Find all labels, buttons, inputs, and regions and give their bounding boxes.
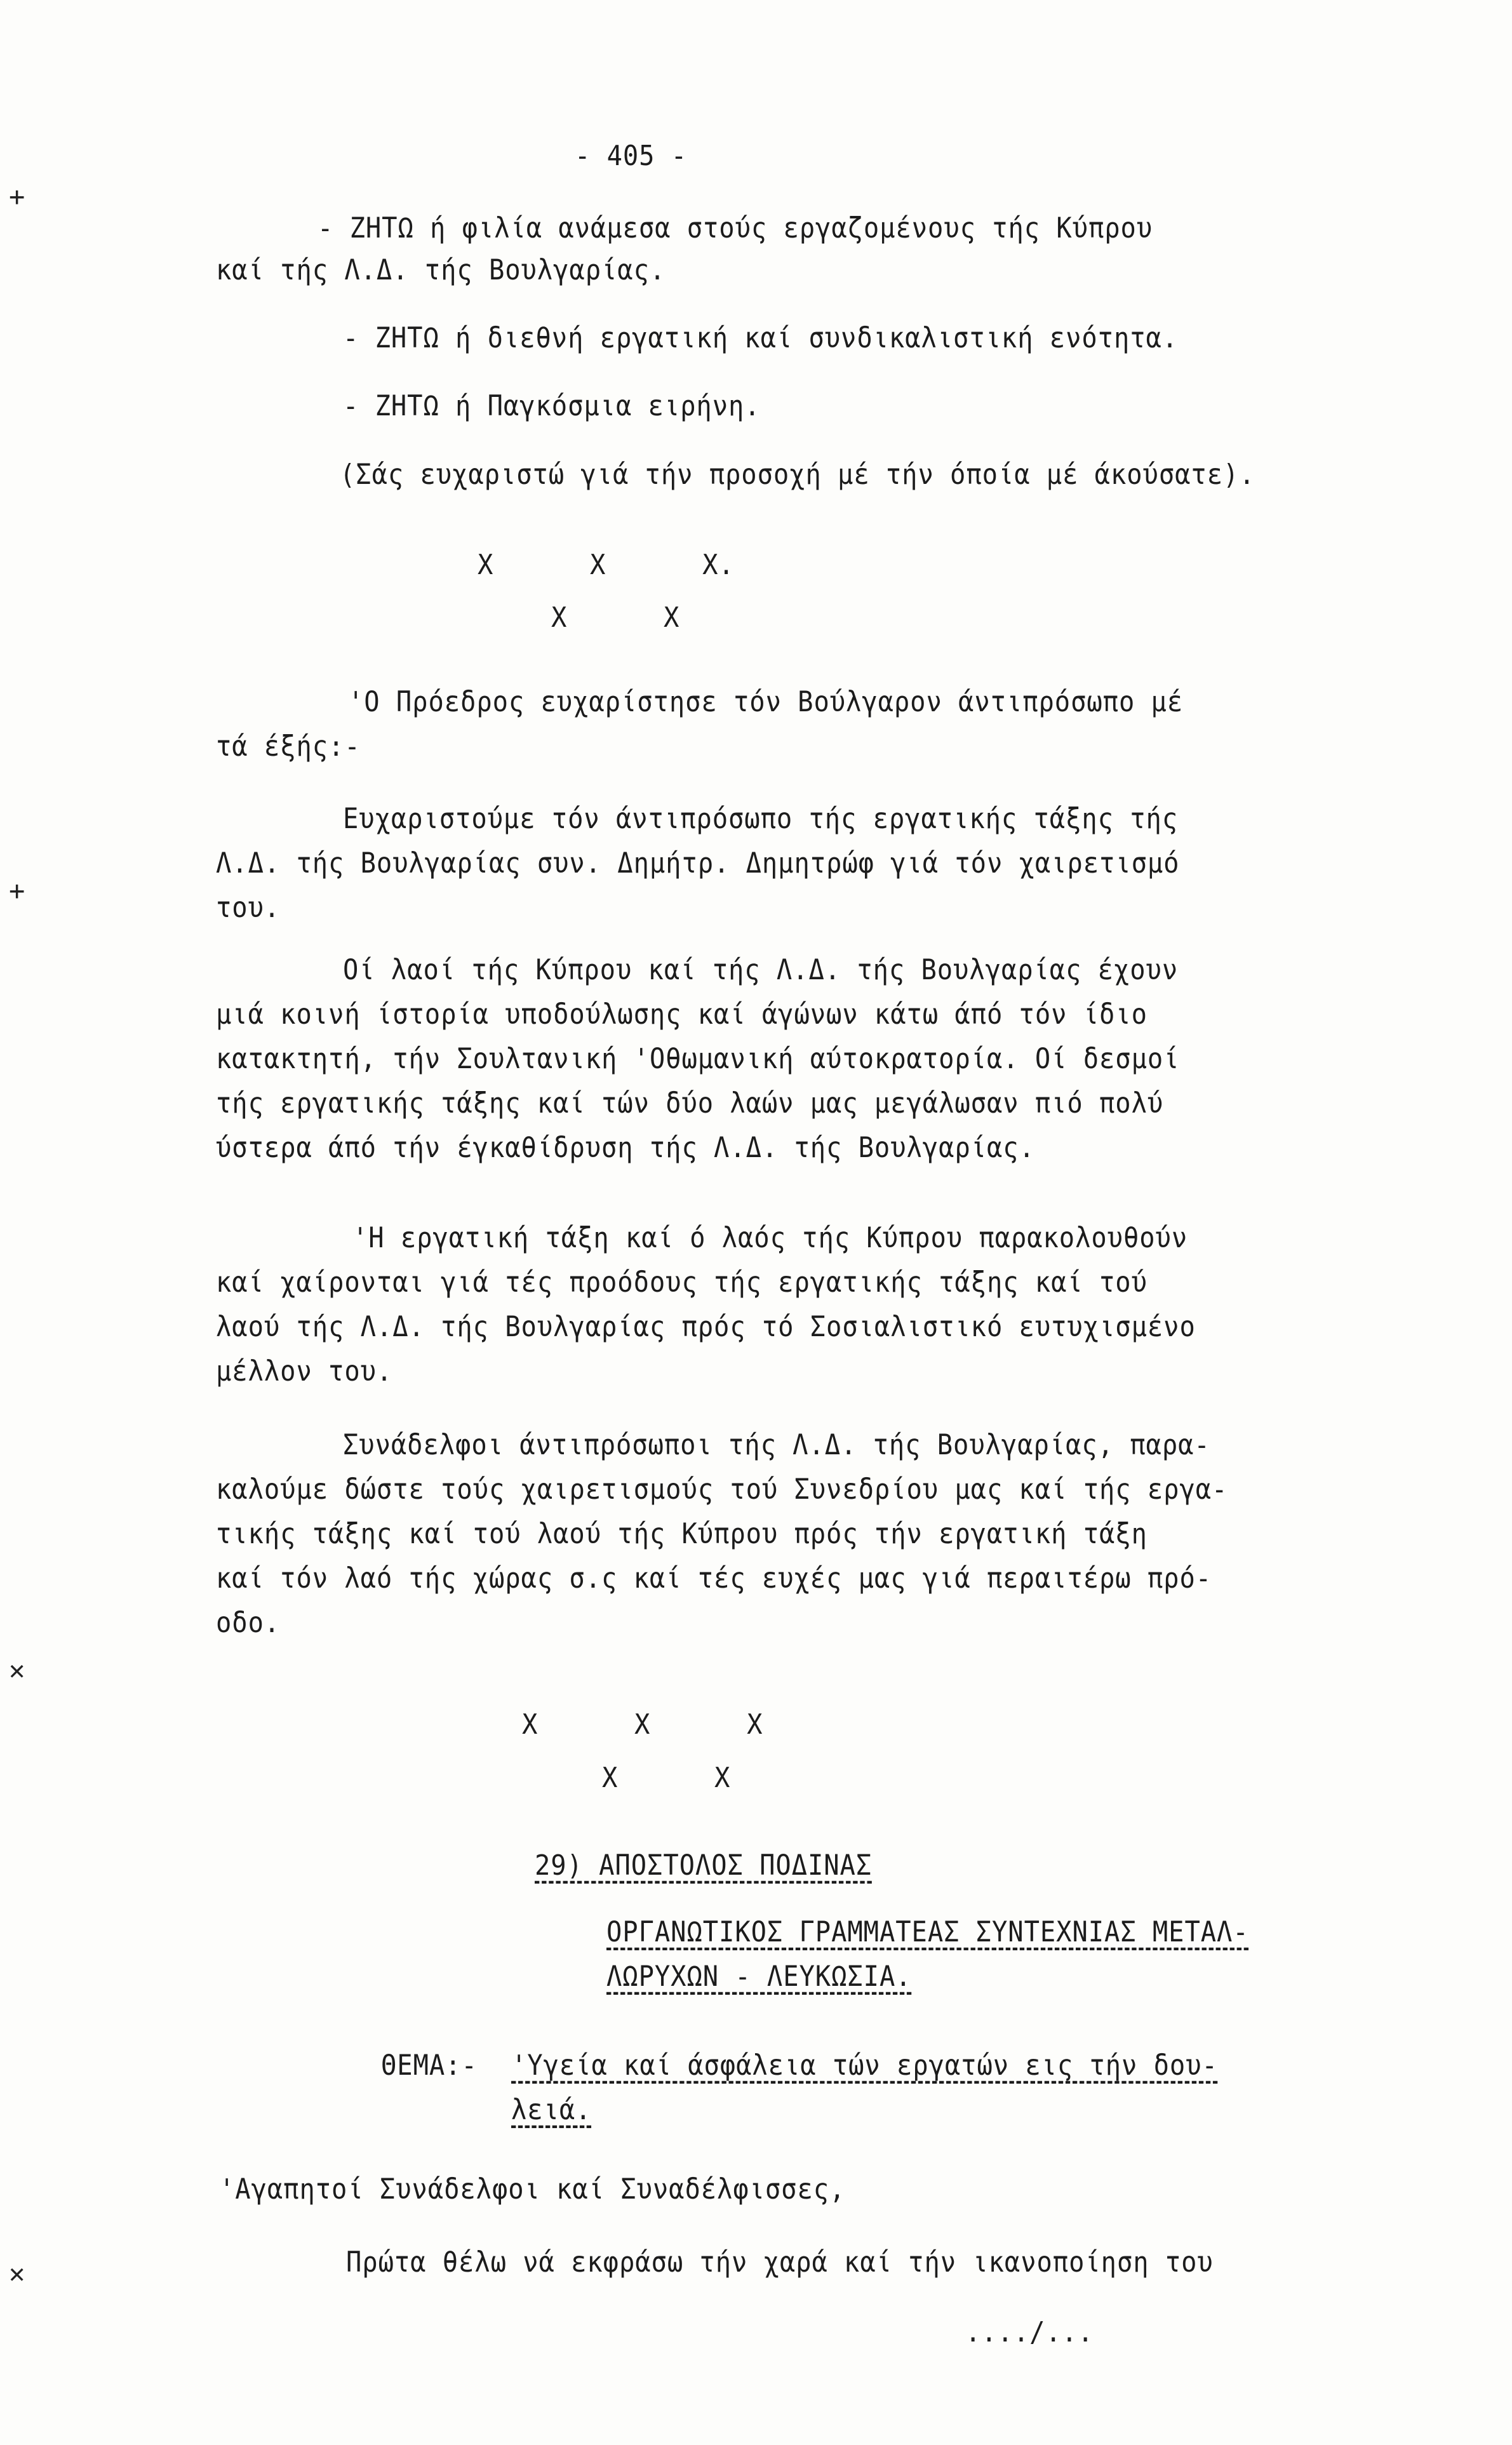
margin-mark: ✕ bbox=[9, 1654, 25, 1685]
topic-title: 'Υγεία καί άσφάλεια τών εργατών εις τήν δου- bbox=[511, 2049, 1218, 2082]
text-line: μιά κοινή ίστορία υποδούλωσης καί άγώνων κάτω άπό τόν ίδιο bbox=[216, 998, 1147, 1031]
text-line: τικής τάξης καί τού λαού τής Κύπρου πρός τήν εργατική τάξη bbox=[216, 1518, 1147, 1550]
text-line: του. bbox=[216, 892, 281, 924]
margin-mark: + bbox=[9, 875, 25, 906]
chair-line: 'Ο Πρόεδρος ευχαρίστησε τόν Βούλγαρον άντιπρόσωπο μέ bbox=[348, 686, 1184, 718]
speaker-role: ΛΩΡΥΧΩΝ - ΛΕΥΚΩΣΙΑ. bbox=[606, 1960, 912, 1993]
text-line: καί χαίρονται γιά τές προόδους τής εργατικής τάξης καί τού bbox=[216, 1266, 1147, 1299]
text-line: Λ.Δ. τής Βουλγαρίας συν. Δημήτρ. Δημητρώφ γιά τόν χαιρετισμό bbox=[216, 847, 1180, 880]
text-line: καλούμε δώστε τούς χαιρετισμούς τού Συνεδρίου μας καί τής εργα- bbox=[216, 1473, 1228, 1506]
speaker-role: ΟΡΓΑΝΩΤΙΚΟΣ ΓΡΑΜΜΑΤΕΑΣ ΣΥΝΤΕΧΝΙΑΣ ΜΕΤΑΛ- bbox=[606, 1916, 1249, 1948]
text-line: 'Η εργατική τάξη καί ό λαός τής Κύπρου παρακολουθούν bbox=[352, 1222, 1188, 1254]
slogan-line: - ΖΗΤΩ ή φιλία ανάμεσα στούς εργαζομένους τής Κύπρου bbox=[318, 212, 1153, 245]
speaker-name: 29) ΑΠΟΣΤΟΛΟΣ ΠΟΔΙΝΑΣ bbox=[535, 1849, 873, 1882]
text-line: μέλλον του. bbox=[216, 1355, 393, 1388]
separator-row: X X X. bbox=[478, 549, 735, 581]
greeting: 'Αγαπητοί Συνάδελφοι καί Συναδέλφισσες, bbox=[219, 2173, 846, 2206]
text-line: ύστερα άπό τήν έγκαθίδρυση τής Λ.Δ. τής Βουλγαρίας. bbox=[216, 1132, 1035, 1164]
slogan-line: - ΖΗΤΩ ή Παγκόσμια ειρήνη. bbox=[343, 390, 761, 422]
page-number: - 405 - bbox=[575, 140, 688, 172]
slogan-line: - ΖΗΤΩ ή διεθνή εργατική καί συνδικαλιστική ενότητα. bbox=[343, 322, 1179, 354]
text-line: Πρώτα θέλω νά εκφράσω τήν χαρά καί τήν ικανοποίηση του bbox=[346, 2246, 1214, 2279]
text-line: καί τόν λαό τής χώρας σ.ς καί τές ευχές μας γιά περαιτέρω πρό- bbox=[216, 1562, 1212, 1595]
text-line: λαού τής Λ.Δ. τής Βουλγαρίας πρός τό Σοσιαλιστικό ευτυχισμένο bbox=[216, 1311, 1196, 1343]
text-line: κατακτητή, τήν Σουλτανική 'Οθωμανική αύτοκρατορία. Οί δεσμοί bbox=[216, 1043, 1180, 1075]
continuation-mark: ..../... bbox=[965, 2316, 1094, 2348]
topic-title: λειά. bbox=[511, 2094, 592, 2126]
separator-row: X X bbox=[551, 601, 680, 634]
text-line: οδο. bbox=[216, 1607, 281, 1639]
text-line: Οί λαοί τής Κύπρου καί τής Λ.Δ. τής Βουλγαρίας έχουν bbox=[343, 954, 1179, 986]
text-line: Συνάδελφοι άντιπρόσωποι τής Λ.Δ. τής Βουλγαρίας, παρα- bbox=[343, 1429, 1210, 1461]
text-line: Ευχαριστούμε τόν άντιπρόσωπο τής εργατικής τάξης τής bbox=[343, 803, 1179, 835]
topic-label: ΘΕΜΑ:- bbox=[381, 2049, 478, 2082]
text-line: τής εργατικής τάξης καί τών δύο λαών μας μεγάλωσαν πιό πολύ bbox=[216, 1087, 1164, 1120]
separator-row: X X bbox=[602, 1762, 731, 1794]
margin-mark: ✕ bbox=[9, 2258, 25, 2289]
chair-line: τά έξής:- bbox=[216, 730, 361, 763]
slogan-line: (Σάς ευχαριστώ γιά τήν προσοχή μέ τήν όποία μέ άκούσατε). bbox=[340, 459, 1255, 491]
separator-row: X X X bbox=[522, 1708, 763, 1741]
margin-mark: + bbox=[9, 181, 25, 212]
slogan-line: καί τής Λ.Δ. τής Βουλγαρίας. bbox=[216, 254, 666, 286]
